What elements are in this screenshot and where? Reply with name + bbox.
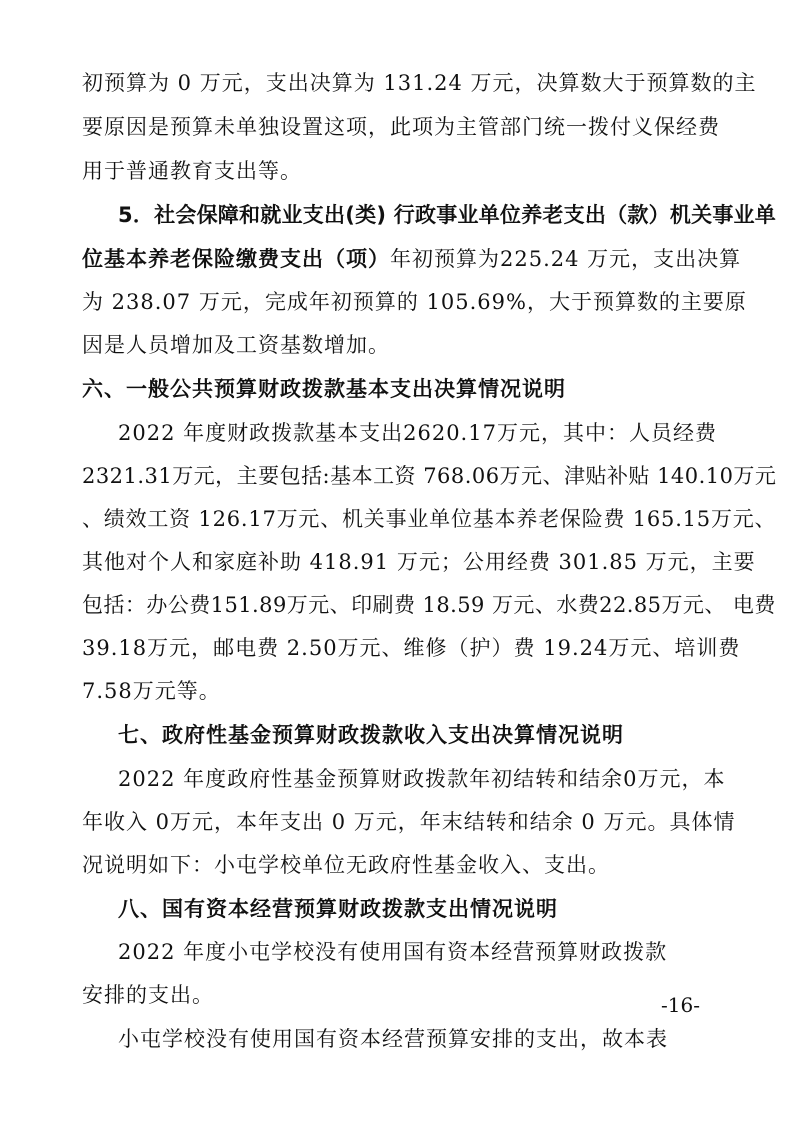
body-text-line: 小屯学校没有使用国有资本经营预算安排的支出，故本表	[118, 1027, 668, 1051]
body-text-line: 初预算为 0 万元，支出决算为 131.24 万元，决算数大于预算数的主	[82, 71, 757, 95]
section-heading: 七、政府性基金预算财政拨款收入支出决算情况说明	[118, 723, 624, 747]
body-text-line: 为 238.07 万元，完成年初预算的 105.69%，大于预算数的主要原	[82, 290, 747, 314]
section-heading: 八、国有资本经营预算财政拨款支出情况说明	[118, 897, 558, 921]
body-text-line: 、绩效工资 126.17万元、机关事业单位基本养老保险费 165.15万元、	[82, 507, 777, 531]
body-text-line: 包括：办公费151.89万元、印刷费 18.59 万元、水费22.85万元、 电费	[82, 593, 776, 617]
item-title-text: 位基本养老保险缴费支出（项）	[82, 247, 390, 271]
body-text-line: 况说明如下：小屯学校单位无政府性基金收入、支出。	[82, 853, 610, 877]
body-text-line	[82, 245, 741, 273]
body-text-line: 7.58万元等。	[82, 679, 221, 703]
body-text-line: 年收入 0万元，本年支出 0 万元，年末结转和结余 0 万元。具体情	[82, 810, 736, 834]
section-heading: 六、一般公共预算财政拨款基本支出决算情况说明	[82, 377, 566, 401]
body-text-line: 其他对个人和家庭补助 418.91 万元；公用经费 301.85 万元，主要	[82, 550, 756, 574]
body-text-line: 2022 年度财政拨款基本支出2620.17万元，其中：人员经费	[118, 421, 717, 445]
page-number: -16-	[661, 993, 700, 1017]
body-text-line: 39.18万元，邮电费 2.50万元、维修（护）费 19.24万元、培训费	[82, 636, 741, 660]
body-text-line: 用于普通教育支出等。	[82, 159, 302, 183]
body-text-line: 因是人员增加及工资基数增加。	[82, 333, 390, 357]
body-text-line: 2022 年度政府性基金预算财政拨款年初结转和结余0万元，本	[118, 767, 726, 791]
body-text: 年初预算为225.24 万元，支出决算	[390, 247, 742, 271]
body-text-line: 安排的支出。	[82, 983, 214, 1007]
item-title-line: 5．社会保障和就业支出(类) 行政事业单位养老支出（款）机关事业单	[118, 203, 777, 227]
body-text-line: 2321.31万元，主要包括:基本工资 768.06万元、津贴补贴 140.10万元	[82, 464, 777, 488]
body-text-line: 要原因是预算未单独设置这项，此项为主管部门统一拨付义保经费	[82, 115, 720, 139]
body-text-line: 2022 年度小屯学校没有使用国有资本经营预算财政拨款	[118, 940, 668, 964]
